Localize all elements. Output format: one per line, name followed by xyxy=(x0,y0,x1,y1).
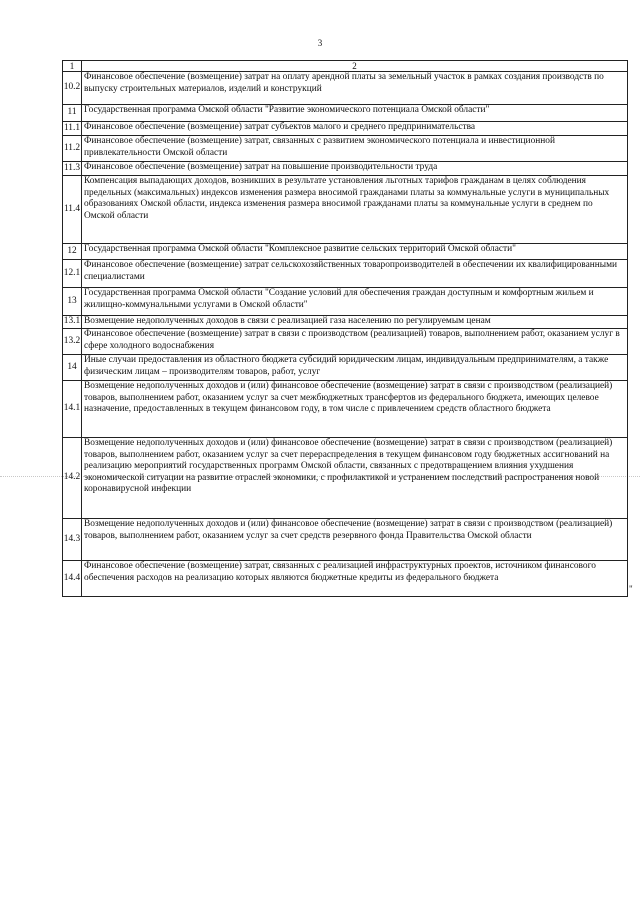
table-row xyxy=(63,519,628,561)
row-text: Финансовое обеспечение (возмещение) затрат в связи с производством (реализацией) товаров, выполнением работ, оказанием услуг в сфере холодного водоснабжения xyxy=(82,329,628,355)
row-text: Финансовое обеспечение (возмещение) затрат сельскохозяйственных товаропроизводителей в обеспечении их квалифицированными специалистами xyxy=(82,260,628,288)
row-number: 14.4 xyxy=(63,561,82,597)
table-row xyxy=(63,561,628,597)
row-text: Финансовое обеспечение (возмещение) затрат, связанных с реализацией инфраструктурных проектов, источником финансового обеспечения расходов на реализацию которых являются бюджетные кредиты из федерального бюджета xyxy=(82,561,628,597)
table-row xyxy=(63,72,628,105)
row-text: Государственная программа Омской области "Развитие экономического потенциала Омской области" xyxy=(82,105,628,122)
row-text: Государственная программа Омской области "Создание условий для обеспечения граждан доступным и комфортным жильем и жилищно-коммунальными услугами в Омской области" xyxy=(82,288,628,316)
row-number: 14.3 xyxy=(63,519,82,561)
row-number: 11.3 xyxy=(63,162,82,176)
table-header-row xyxy=(63,61,628,72)
row-number: 12.1 xyxy=(63,260,82,288)
table-row xyxy=(63,136,628,162)
row-text: Возмещение недополученных доходов и (или) финансовое обеспечение (возмещение) затрат в связи с производством (реализацией) товаров, выполнением работ, оказанием услуг за счет перераспределения в текущем финансовом году бюджетных ассигнований на реализацию мероприятий государственных программ Омской области, связанных с предотвращением влияния ухудшения экономической ситуации на развитие отраслей экономики, с профилактикой и устранением последствий распространения новой коронавирусной инфекции xyxy=(82,438,628,519)
row-text: Возмещение недополученных доходов в связи с реализацией газа населению по регулируемым ценам xyxy=(82,316,628,329)
table-row xyxy=(63,105,628,122)
row-number: 14 xyxy=(63,355,82,381)
row-number: 12 xyxy=(63,244,82,260)
row-text: Финансовое обеспечение (возмещение) затрат субъектов малого и среднего предпринимательства xyxy=(82,122,628,136)
row-text: Возмещение недополученных доходов и (или) финансовое обеспечение (возмещение) затрат в связи с производством (реализацией) товаров, выполнением работ, оказанием услуг за счет средств резервного фонда Правительства Омской области xyxy=(82,519,628,561)
row-number: 13 xyxy=(63,288,82,316)
row-number: 11.4 xyxy=(63,176,82,244)
closing-quote: " xyxy=(629,584,633,594)
row-text: Компенсация выпадающих доходов, возникших в результате установления льготных тарифов гражданам в целях соблюдения предельных (максимальных) индексов изменения размера вносимой гражданами платы за коммунальные услуги в муниципальных образованиях Омской области, индекса изменения размера вносимой гражданами платы за коммунальные услуги в среднем по Омской области xyxy=(82,176,628,244)
table-row xyxy=(63,260,628,288)
row-number: 14.1 xyxy=(63,381,82,438)
header-col-2: 2 xyxy=(82,61,628,72)
table-row xyxy=(63,438,628,519)
subsidy-table xyxy=(62,60,628,597)
table-row xyxy=(63,355,628,381)
row-number: 10.2 xyxy=(63,72,82,105)
table-row xyxy=(63,122,628,136)
row-text: Иные случаи предоставления из областного бюджета субсидий юридическим лицам, индивидуальным предпринимателям, а также физическим лицам – производителям товаров, работ, услуг xyxy=(82,355,628,381)
row-text: Возмещение недополученных доходов и (или) финансовое обеспечение (возмещение) затрат в связи с производством (реализацией) товаров, выполнением работ, оказанием услуг за счет межбюджетных трансфертов из федерального бюджета, имеющих целевое назначение, предоставленных в текущем финансовом году, в том числе с привлечением средств областного бюджета xyxy=(82,381,628,438)
row-text: Финансовое обеспечение (возмещение) затрат на оплату арендной платы за земельный участок в рамках создания производств по выпуску строительных материалов, изделий и конструкций xyxy=(82,72,628,105)
row-number: 14.2 xyxy=(63,438,82,519)
row-number: 11.1 xyxy=(63,122,82,136)
row-text: Государственная программа Омской области "Комплексное развитие сельских территорий Омской области" xyxy=(82,244,628,260)
header-col-1: 1 xyxy=(63,61,82,72)
table-row xyxy=(63,316,628,329)
row-number: 13.2 xyxy=(63,329,82,355)
page-number: 3 xyxy=(317,38,323,48)
table-row xyxy=(63,162,628,176)
table-row xyxy=(63,288,628,316)
row-number: 13.1 xyxy=(63,316,82,329)
row-number: 11.2 xyxy=(63,136,82,162)
row-text: Финансовое обеспечение (возмещение) затрат на повышение производительности труда xyxy=(82,162,628,176)
table-row xyxy=(63,244,628,260)
table-row xyxy=(63,176,628,244)
table-row xyxy=(63,329,628,355)
row-number: 11 xyxy=(63,105,82,122)
table-row xyxy=(63,381,628,438)
row-text: Финансовое обеспечение (возмещение) затрат, связанных с развитием экономического потенциала и инвестиционной привлекательности Омской области xyxy=(82,136,628,162)
